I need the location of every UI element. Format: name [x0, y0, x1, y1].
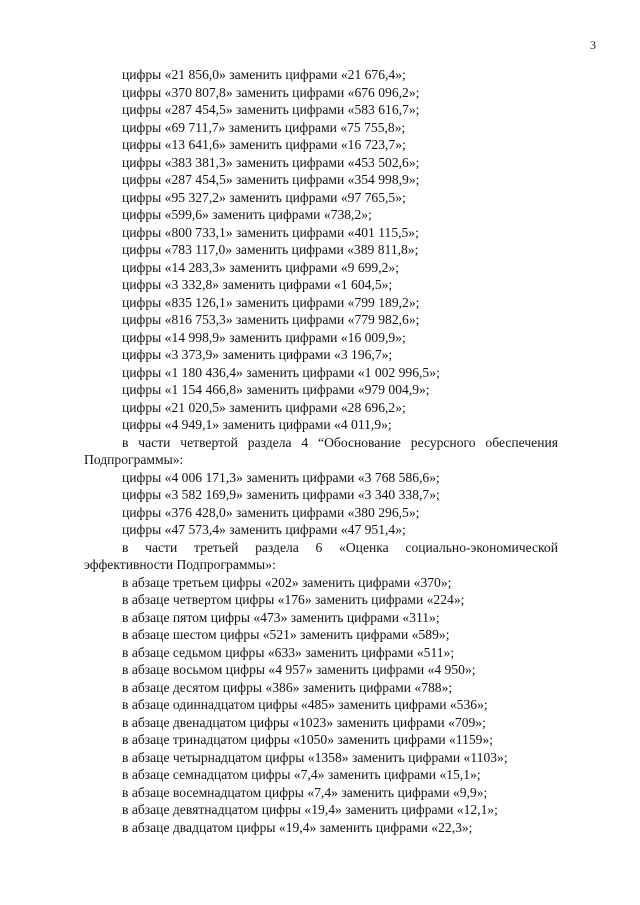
list-item: цифры «21 020,5» заменить цифрами «28 696,2»;: [122, 399, 406, 415]
list-item: цифры «4 949,1» заменить цифрами «4 011,9»;: [122, 417, 392, 432]
list-item: цифры «14 998,9» заменить цифрами «16 009,9»;: [122, 329, 406, 345]
list-item: цифры «3 332,8» заменить цифрами «1 604,5»;: [122, 277, 393, 292]
list-item: цифры «783 117,0» заменить цифрами «389 811,8»;: [122, 242, 419, 257]
list-item: в абзаце восемнадцатом цифры «7,4» заменить цифрами «9,9»;: [122, 784, 488, 800]
list-item: в абзаце третьем цифры «202» заменить цифрами «370»;: [122, 574, 452, 590]
list-item: цифры «4 006 171,3» заменить цифрами «3 768 586,6»;: [122, 469, 440, 485]
list-item: цифры «376 428,0» заменить цифрами «380 296,5»;: [122, 504, 420, 520]
list-item: в абзаце восьмом цифры «4 957» заменить цифрами «4 950»;: [122, 662, 476, 677]
list-item: цифры «1 154 466,8» заменить цифрами «979 004,9»;: [122, 382, 430, 397]
section4-heading: в части четвертой раздела 4 “Обоснование ресурсного обеспечения Подпрограммы»:: [84, 434, 558, 467]
replacement-list-2: [84, 469, 558, 539]
list-item: цифры «47 573,4» заменить цифрами «47 951,4»;: [122, 522, 406, 537]
list-item: цифры «1 180 436,4» заменить цифрами «1 002 996,5»;: [122, 364, 440, 380]
list-item: в абзаце седьмом цифры «633» заменить цифрами «511»;: [122, 644, 455, 660]
list-item: в абзаце тринадцатом цифры «1050» заменить цифрами «1159»;: [122, 732, 494, 747]
list-item: цифры «287 454,5» заменить цифрами «354 998,9»;: [122, 172, 420, 187]
list-item: в абзаце двадцатом цифры «19,4» заменить цифрами «22,3»;: [122, 819, 473, 835]
list-item: цифры «21 856,0» заменить цифрами «21 676,4»;: [122, 67, 406, 82]
list-item: цифры «13 641,6» заменить цифрами «16 723,7»;: [122, 137, 406, 152]
page-number: 3: [590, 38, 596, 52]
replacement-list-1: [84, 66, 558, 434]
list-item: в абзаце четвертом цифры «176» заменить цифрами «224»;: [122, 592, 465, 607]
paragraph-replacement-list: [84, 574, 558, 837]
list-item: цифры «370 807,8» заменить цифрами «676 096,2»;: [122, 84, 420, 100]
list-item: цифры «69 711,7» заменить цифрами «75 755,8»;: [122, 119, 406, 135]
list-item: цифры «383 381,3» заменить цифрами «453 502,6»;: [122, 154, 420, 170]
list-item: в абзаце четырнадцатом цифры «1358» заменить цифрами «1103»;: [122, 749, 508, 765]
list-item: в абзаце десятом цифры «386» заменить цифрами «788»;: [122, 679, 453, 695]
list-item: цифры «816 753,3» заменить цифрами «779 982,6»;: [122, 312, 420, 327]
list-item: в абзаце девятнадцатом цифры «19,4» заменить цифрами «12,1»;: [122, 802, 498, 817]
document-body: [84, 66, 558, 836]
list-item: цифры «599,6» заменить цифрами «738,2»;: [122, 207, 372, 222]
list-item: цифры «3 373,9» заменить цифрами «3 196,7»;: [122, 347, 393, 362]
list-item: цифры «800 733,1» заменить цифрами «401 115,5»;: [122, 224, 419, 240]
list-item: цифры «95 327,2» заменить цифрами «97 765,5»;: [122, 189, 406, 205]
section6-heading: в части третьей раздела 6 «Оценка социально-экономической эффективности Подпрограммы»:: [84, 539, 558, 572]
list-item: в абзаце семнадцатом цифры «7,4» заменить цифрами «15,1»;: [122, 767, 481, 782]
list-item: в абзаце пятом цифры «473» заменить цифрами «311»;: [122, 609, 440, 625]
list-item: цифры «3 582 169,9» заменить цифрами «3 340 338,7»;: [122, 487, 440, 502]
list-item: в абзаце шестом цифры «521» заменить цифрами «589»;: [122, 627, 450, 642]
list-item: цифры «287 454,5» заменить цифрами «583 616,7»;: [122, 102, 420, 117]
list-item: цифры «14 283,3» заменить цифрами «9 699,2»;: [122, 259, 399, 275]
list-item: в абзаце одиннадцатом цифры «485» заменить цифрами «536»;: [122, 697, 488, 712]
list-item: цифры «835 126,1» заменить цифрами «799 189,2»;: [122, 294, 420, 310]
list-item: в абзаце двенадцатом цифры «1023» заменить цифрами «709»;: [122, 714, 486, 730]
